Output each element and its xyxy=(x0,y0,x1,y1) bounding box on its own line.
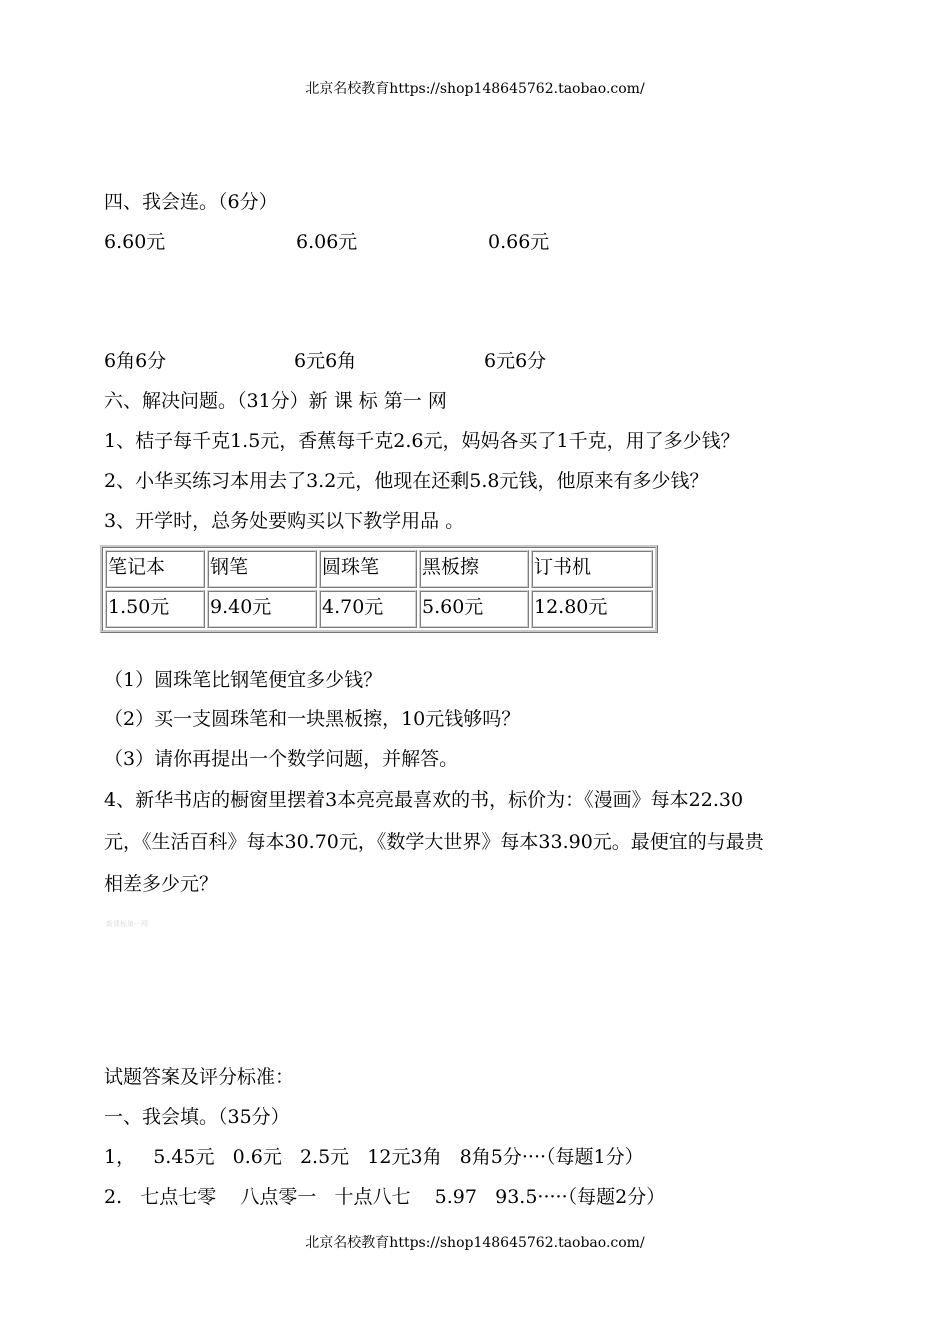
answers-title: 试题答案及评分标准： xyxy=(104,1066,295,1088)
answers-line-2: 2. 七点七零 八点零一 十点八七 5.97 93.5·····（每题2分） xyxy=(104,1186,666,1208)
watermark: 新课标第一网 xyxy=(106,920,148,928)
table-cell-item: 钢笔 xyxy=(207,550,317,588)
question-4-line-3: 相差多少元？ xyxy=(104,873,219,895)
price-table xyxy=(100,545,658,633)
table-row xyxy=(105,550,653,588)
table-cell-item: 笔记本 xyxy=(105,550,205,588)
question-3-sub-3: （3）请你再提出一个数学问题，并解答。 xyxy=(104,748,459,770)
section-4-title: 四、我会连。（6分） xyxy=(104,191,278,213)
match-bottom-option-3: 6元6分 xyxy=(484,350,547,372)
table-cell-item: 黑板擦 xyxy=(419,550,529,588)
table-cell-price: 9.40元 xyxy=(207,590,317,628)
answers-section-1-title: 一、我会填。（35分） xyxy=(104,1106,290,1128)
question-3: 3、开学时，总务处要购买以下教学用品 。 xyxy=(104,510,465,532)
question-1: 1、桔子每千克1.5元，香蕉每千克2.6元，妈妈各买了1千克，用了多少钱？ xyxy=(104,430,740,452)
match-top-option-3: 0.66元 xyxy=(488,231,550,253)
page-footer: 北京名校教育https://shop148645762.taobao.com/ xyxy=(305,1235,645,1251)
table-row xyxy=(105,590,653,628)
question-4-line-1: 4、新华书店的橱窗里摆着3本亮亮最喜欢的书，标价为：《漫画》每本22.30 xyxy=(104,789,744,811)
match-top-option-2: 6.06元 xyxy=(296,231,358,253)
question-4-line-2: 元，《生活百科》每本30.70元，《数学大世界》每本33.90元。最便宜的与最贵 xyxy=(104,831,764,853)
section-6-title: 六、解决问题。（31分）新 课 标 第一 网 xyxy=(104,390,447,412)
match-top-option-1: 6.60元 xyxy=(104,231,166,253)
table-cell-price: 5.60元 xyxy=(419,590,529,628)
match-bottom-option-2: 6元6角 xyxy=(294,350,357,372)
answers-line-1: 1， 5.45元 0.6元 2.5元 12元3角 8角5分····（每题1分） xyxy=(104,1146,644,1168)
table-cell-price: 12.80元 xyxy=(531,590,653,628)
question-3-sub-1: （1）圆珠笔比钢笔便宜多少钱？ xyxy=(104,669,383,691)
question-2: 2、小华买练习本用去了3.2元，他现在还剩5.8元钱，他原来有多少钱？ xyxy=(104,470,709,492)
table-cell-item: 圆珠笔 xyxy=(319,550,417,588)
table-cell-item: 订书机 xyxy=(531,550,653,588)
table-cell-price: 1.50元 xyxy=(105,590,205,628)
page-header: 北京名校教育https://shop148645762.taobao.com/ xyxy=(305,81,645,97)
table-cell-price: 4.70元 xyxy=(319,590,417,628)
match-bottom-option-1: 6角6分 xyxy=(104,350,167,372)
question-3-sub-2: （2）买一支圆珠笔和一块黑板擦，10元钱够吗？ xyxy=(104,708,521,730)
